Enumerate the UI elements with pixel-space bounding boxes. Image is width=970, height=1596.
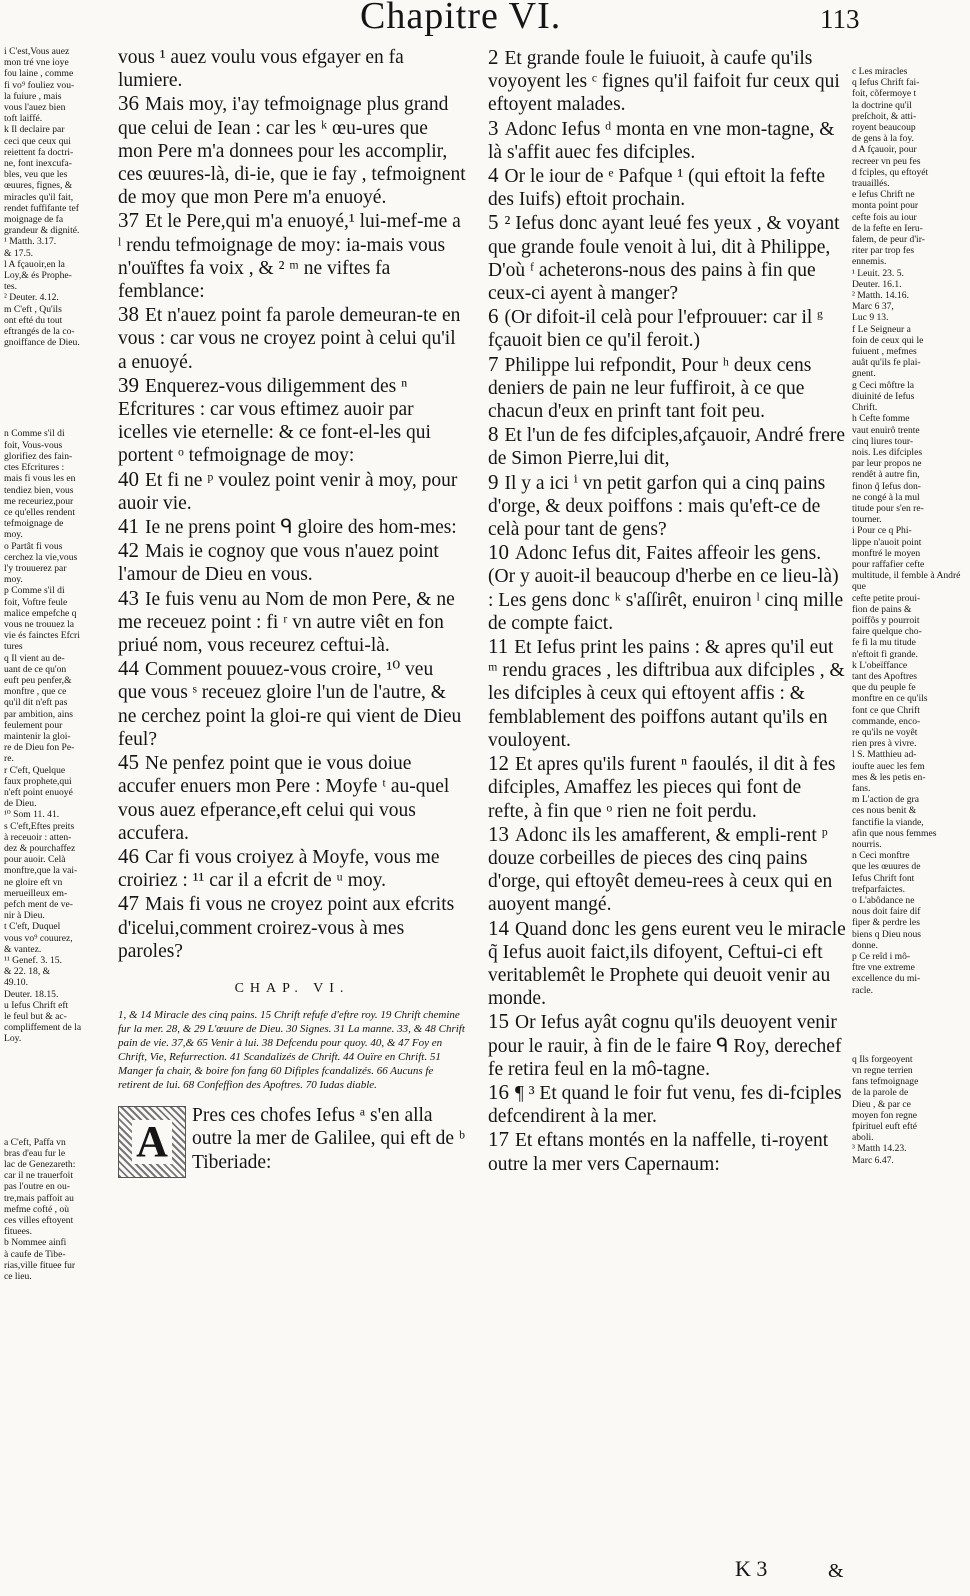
verse (488, 1128, 846, 1175)
verse-text: Or le iour de ᵉ Pafque ¹ (qui eftoit la fefte des Iuifs) eftoit prochain. (488, 166, 826, 211)
verse-number: 13 (488, 821, 509, 846)
verse (488, 423, 846, 470)
verse-number: 43 (118, 585, 139, 610)
margin-note: c Les miracles q Iefus Chrift fai- foit, cõfermoye t la doctrine qu'il preſchoit, & atti- royent beaucoup de gens à la foy. d A fçauoir, pour recreer vn peu fes d fciples, qu eftoyét trauaillés. e Iefus Chrift ne monta point pour cefte fois au iour de la fefte en Ieru- falem, de peur d'ir- riter par trop fes ennemis. ¹ Leuit. 23. 5. Deuter. 16.1. ² Matth. 14.16. Marc 6 37, Luc 9 13. f Le Seigneur a foin de ceux qui le fuiuent , mefmes auât qu'ils fe plai- gnent. g Ceci môftre la diuinité de Iefus Chrift. h Cefte fomme vaut enuirô trente cinq liures tour- nois. Les difciples par leur propos ne rendêt à autre fin, finon q̃ Iefus don- ne congé à la mul titude pour s'en re- tourner. i Pour ce q Phi- lippe n'auoit point monftré le moyen pour raffafier cefte multitude, il femble à André que cefte petite proui- fion de pains & poiffôs y pourroit faire quelque cho- fe fi la mu titude n'eftoit fi grande. k L'obeïffance tant des Apoftres que du peuple fe monftre en ce qu'ils font ce que Chrift commande, enco- re qu'ils ne voyêt rien pres à vivre. l S. Matthieu ad- ioufte auec les fem mes & les petis en- fans. m L'action de gra ces nous benit & fanctifie la viande, afin que nous femmes nourris. n Ceci monftre que les œuures de Iefus Chrift font trefparfaictes. o L'abôdance ne nous doit faire dif fiper & perdre les biens q Dieu nous donne. p Ce reîd i mô- ftre vne extreme excellence du mi- racle. (852, 66, 961, 996)
verse-number: 9 (488, 469, 499, 494)
verse (488, 211, 846, 305)
running-head (0, 0, 970, 48)
verse-number: 40 (118, 466, 139, 491)
verse-number: 3 (488, 115, 499, 140)
verse-text: Mais ie cognoy que vous n'auez point l'amour de Dieu en vous. (118, 541, 439, 586)
verse-number: 45 (118, 750, 139, 775)
text-column-left (118, 46, 466, 1178)
verse-number: 47 (118, 891, 139, 916)
verse-text: Et apres qu'ils furent ⁿ faoulés, il dit à fes difciples, Amaffez les pieces qui font de refte, à fin que ᵒ rien ne foit perdu. (488, 754, 836, 822)
verse-number: 46 (118, 843, 139, 868)
verse (118, 751, 466, 845)
verse (118, 515, 466, 539)
verse (488, 1176, 846, 1200)
signature-mark: K 3 (735, 1556, 768, 1581)
verse-text: Et Iefus print les pains : & apres qu'il eut ᵐ rendu graces , les diftribua aux difciples , & les difciples à ceux qui eftoyent affis : & femblablement des poiffons autant qu'ils en vouloyent. (488, 637, 845, 751)
verse-number: 14 (488, 915, 509, 940)
verse-number: 42 (118, 538, 139, 563)
verse-text: Adonc Iefus ᵈ monta en vne mon-tagne, & là s'affit auec fes difciples. (488, 118, 835, 163)
text-column-right (488, 46, 846, 1200)
verse-text: Et eftans montés en la naffelle, ti-royent outre la mer vers Capernaum: (488, 1130, 829, 1175)
verse-text: Et le Pere,qui m'a enuoyé,¹ lui-mef-me a ˡ rendu tefmoignage de moy: ia-mais vous n'ouïftes fa voix , & ² ᵐ ne viftes fa femblance: (118, 211, 461, 303)
page-title: Chapitre VI. (360, 0, 562, 37)
verse (118, 539, 466, 586)
margin-note: k Il declaire par ceci que ceux qui reiettent fa doctri- ne, font inexcufa- bles, veu que les œuures, fignes, & miracles qu'il fait, rendet fuffifante tef moignage de fa grandeur & dignité. ¹ Matth. 3.17. & 17.5. (4, 124, 80, 259)
verse-text: Or Iefus ayât cognu qu'ils deuoyent venir pour le rauir, à fin de le faire ᑫ Roy, derechef fe retira feul en la mô-tagne. (488, 1012, 842, 1080)
left-margin-notes (4, 46, 108, 1282)
verse-text: Mais moy, i'ay tefmoignage plus grand que celui de Iean : car les ᵏ œu-ures que mon Pere m'a donnees pour les accomplir, ces œuures-là, di-ie, que ie fay , tefmoignent de moy que mon Pere m'a enuoyé. (118, 94, 466, 209)
verse-continuation: vous ¹ auez voulu vous efgayer en fa lumiere. (118, 47, 404, 92)
verse (488, 164, 846, 211)
verse (488, 823, 846, 917)
verse-text: Et fi ne ᵖ voulez point venir à moy, pour auoir vie. (118, 469, 458, 514)
verse-number: 2 (488, 45, 499, 69)
margin-note: l A fçauoir,en la Loy,& és Prophe- tes. ² Deuter. 4.12. m C'eft , Qu'ils ont efté du tout eftrangés de la co- gnoiffance de Dieu. (4, 258, 80, 349)
margin-note: i C'est,Vous auez mon tré vne ioye fou laine , comme fi vo⁹ fouliez vou- la fuiure , mais vous l'auez bien toft laiffé. (4, 46, 75, 125)
verse (488, 46, 846, 117)
verse-number: 7 (488, 351, 499, 376)
verse-text: Car fi vous croiyez à Moyfe, vous me croiriez : ¹¹ car il a efcrit de ᵘ moy. (118, 846, 440, 892)
verse-text: Comment pouuez-vous croire, ¹⁰ veu que vous ˢ receuez gloire l'un de l'autre, & ne cerchez point la gloi-re qui vient de Dieu feul? (118, 659, 462, 750)
verse-text: Et grande foule le fuiuoit, à caufe qu'ils voyoyent les ᶜ fignes qu'il faifoit fur ceux qui eftoyent malades. (488, 48, 840, 116)
verse (118, 209, 466, 303)
verse-text: Adonc Iefus dit, Faites affeoir les gens. (Or y auoit-il beaucoup d'herbe en ce lieu-là) : Les gens donc ᵏ s'aſſirêt, enuiron ˡ cinq mille de compte faict. (488, 543, 844, 634)
verse-text: Et n'auez point fa parole demeuran-te en vous : car vous ne croyez point à celui qu'il a enuoyé. (118, 305, 461, 373)
verse-number: 6 (488, 304, 499, 329)
verse-number: 12 (488, 751, 509, 776)
ornamental-dropcap (118, 1106, 186, 1178)
verse-number: 44 (118, 656, 139, 681)
verse-text: Adonc ils les amafferent, & empli-rent ᵖ douze corbeilles de pieces des cinq pains d'orge, qui eftoyêt demeu-rees à ceux qui en auoyent mangé. (488, 824, 833, 916)
verse-number: 38 (118, 302, 139, 327)
verse-number: 17 (488, 1127, 509, 1152)
verse-text: Mais fi vous ne croyez point aux efcrits d'icelui,comment croirez-vous à mes paroles? (118, 894, 455, 962)
verse (118, 374, 466, 468)
verse (488, 353, 846, 424)
verse (488, 1010, 846, 1081)
verse-text: Philippe lui refpondit, Pour ʰ deux cens deniers de pain ne leur fuffiroit, à ce que chacun d'eux en prinft tant foit peu. (488, 354, 812, 423)
verse (118, 303, 466, 374)
verse-number: 15 (488, 1009, 509, 1034)
verse-number: 5 (488, 210, 499, 235)
verse (118, 92, 466, 209)
verse-number: 37 (118, 208, 139, 233)
verse (118, 657, 466, 751)
verse-text: Quand donc les gens eurent veu le miracle q̃ Iefus auoit faict,ils difoyent, Ceftui-ci eft veritablemêt le Prophete qui deuoit venir au monde. (488, 918, 846, 1010)
dropcap-letter: A (132, 1120, 172, 1164)
verse (488, 305, 846, 352)
verse (118, 845, 466, 892)
verse (488, 752, 846, 823)
verse-text: Enquerez-vous diligemment des ⁿ Efcritures : car vous eftimez auoir par icelles vie eternelle: & ce font-el-les qui portent ᵒ tefmoignage de moy: (118, 375, 431, 467)
chapter-opening (118, 1104, 466, 1178)
verse-text: Ie ne prens point ᑫ gloire des hom-mes: (145, 517, 457, 539)
verse-text: ¶ ³ Et quand le foir fut venu, fes di-fciples defcendirent à la mer. (488, 1082, 842, 1128)
verse-number: 10 (488, 540, 509, 565)
verse-number: 16 (488, 1079, 509, 1104)
verse (118, 892, 466, 963)
verse-number: 8 (488, 422, 499, 447)
verse (488, 541, 846, 635)
verse-text: (Or difoit-il celà pour l'efprouuer: car il ᵍ fçauoit bien ce qu'il feroit.) (488, 307, 824, 352)
verse-text: Ie fuis venu au Nom de mon Pere, & ne me receuez point : fi ʳ vn autre viêt en fon priué nom, vous receurez ceftui-là. (118, 588, 455, 657)
margin-note: a C'eft, Paffa vn bras d'eau fur le lac de Genezareth: car il ne trauerfoit pas l'outre en ou- tre,mais paffoit au mefme cofté , où ces villes eftoyent fituees. b Nommee ainfi à caufe de Tibe- rias,ville fituee fur ce lieu. (4, 1136, 76, 1283)
verse (488, 1081, 846, 1128)
verse-text: ² Iefus donc ayant leué fes yeux , & voyant que grande foule venoit à lui, dit à Philippe, D'où ᶠ acheterons-nous des pains à fin que ceux-ci ayent à manger? (488, 213, 840, 305)
verse-text: Il y a ici ⁱ vn petit garfon qui a cinq pains d'orge, & deux poiffons : mais qu'eft-ce de celà pour tant de gens? (488, 472, 826, 541)
verse (118, 468, 466, 515)
verse (118, 587, 466, 658)
margin-note: n Comme s'il di foit, Vous-vous glorifiez des fain- ctes Efcritures : mais fi vous les en tendiez bien, vous me receuriez,pour ce qu'elles rendent tefmoignage de moy. o Partât fi vous cerchez la vie,vous l'y trouuerez par moy. p Comme s'il di foit, Voftre feule malice empefche q vous ne trouuez la vie és fainctes Efcri tures q Il vient au de- uant de ce qu'on euft peu penfer,& monftre , que ce qu'il dit n'eft pas par ambition, ains feulement pour maintenir la gloi- re de Dieu fon Pe- re. r C'eft, Quelque faux prophete,qui n'eft point enuoyé de Dieu. ¹⁰ Som 11. 41. s C'eft,Eftes preits à receuoir : atten- dez & pourchaffez pour auoir. Celà monftre,que la vai- ne gloire eft vn merueilleux em- pefch ment de ve- nir à Dieu. t C'eft, Duquel vous vo⁹ couurez, & vantez. ¹¹ Genef. 3. 15. & 22. 18, & 49.10. Deuter. 18.15. u Iefus Chrift eft le feul but & ac- compliffement de la Loy. (4, 428, 82, 1045)
verse (488, 917, 846, 1011)
verse-number: 11 (488, 634, 509, 659)
verse-number: 41 (118, 514, 139, 539)
verse (488, 635, 846, 752)
verse-text: Ne penfez point que ie vous doiue accufer enuers mon Pere : Moyfe ᵗ au-quel vous auez efperance,eft celui qui vous accufera. (118, 753, 450, 844)
verse (488, 471, 846, 542)
catchword: & (828, 1560, 844, 1582)
right-margin-notes (852, 66, 966, 1166)
margin-note: q Ils forgeoyent vn regne terrien fans tefmoignage de la parole de Dieu , & par ce moyen fon regne fpirituel euft efté aboli. ³ Matth 14.23. Marc 6.47. (852, 1053, 919, 1166)
page-number: 113 (820, 4, 860, 34)
verse-number: 39 (118, 372, 139, 397)
verse-number: 36 (118, 91, 139, 116)
verse-number: 4 (488, 163, 499, 188)
verse (488, 117, 846, 164)
chapter-summary: 1, & 14 Miracle des cinq pains. 15 Chrift refufe d'eftre roy. 19 Chrift chemine fur la mer. 28, & 29 L'œuure de Dieu. 30 Signes. 31 La manne. 33, & 48 Chrift pain de vie. 37,& 65 Venir à lui. 38 Defcendu pour quoy. 40, & 47 Foy en Chrift, Vie, Refurrection. 41 Scandalizés de Chrift. 44 Ouïre en Chrift. 51 Manger fa chair, & boire fon fang 60 Difiples fcandalizés. 66 Aucuns fe retirent de lui. 68 Confeffion des Apoftres. 70 Iudas diable. (118, 1009, 465, 1092)
opening-verse: Pres ces chofes Iefus ᵃ s'en alla outre la mer de Galilee, qui eft de ᵇ Tiberiade: (192, 1105, 465, 1173)
chapter-heading: CHAP. VI. (234, 980, 350, 996)
verse-text: Et l'un de fes difciples,afçauoir, André frere de Simon Pierre,lui dit, (488, 425, 846, 470)
